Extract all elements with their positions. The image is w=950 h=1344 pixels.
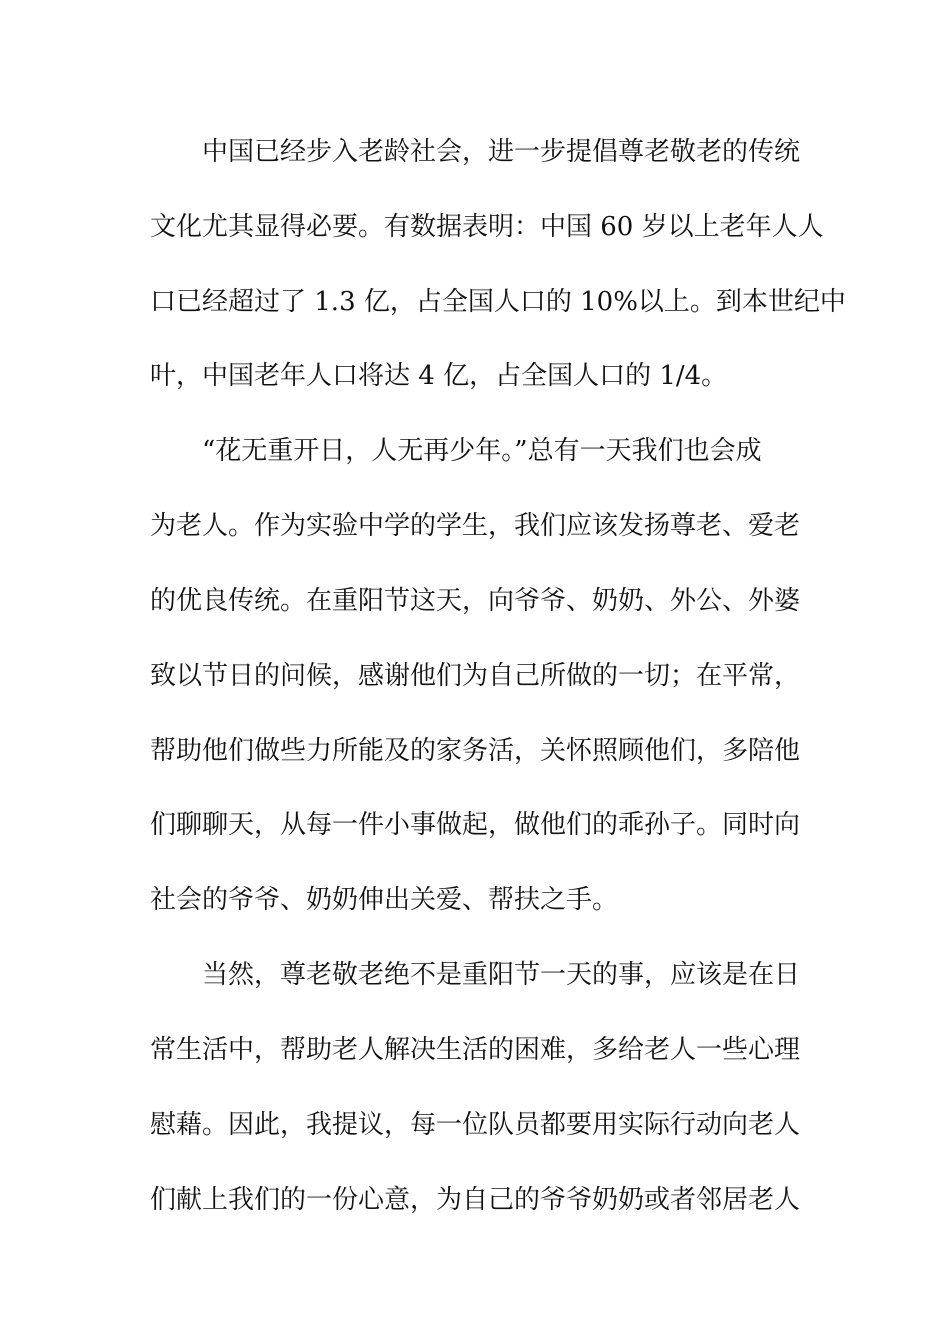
text-line: 口已经超过了 1.3 亿，占全国人口的 10%以上。到本世纪中 [150, 287, 846, 317]
text-line: 们献上我们的一份心意，为自己的爷爷奶奶或者邻居老人 [150, 1185, 801, 1215]
text-line: 常生活中，帮助老人解决生活的困难，多给老人一些心理 [150, 1035, 801, 1065]
text-line: 慰藉。因此，我提议，每一位队员都要用实际行动向老人 [150, 1110, 801, 1140]
text-line: 当然，尊老敬老绝不是重阳节一天的事，应该是在日 [202, 960, 801, 990]
text-line: 帮助他们做些力所能及的家务活，关怀照顾他们，多陪他 [150, 736, 801, 766]
text-line: 为老人。作为实验中学的学生，我们应该发扬尊老、爱老 [150, 511, 801, 541]
text-line: 致以节日的问候，感谢他们为自己所做的一切；在平常， [150, 661, 801, 691]
text-line: “花无重开日，人无再少年。”总有一天我们也会成 [202, 436, 762, 466]
text-line: 社会的爷爷、奶奶伸出关爱、帮扶之手。 [150, 885, 619, 915]
text-line: 文化尤其显得必要。有数据表明：中国 60 岁以上老年人人 [150, 212, 824, 242]
text-line: 们聊聊天，从每一件小事做起，做他们的乖孙子。同时向 [150, 810, 801, 840]
text-line: 叶，中国老年人口将达 4 亿，占全国人口的 1/4。 [150, 361, 728, 391]
text-line: 中国已经步入老龄社会，进一步提倡尊老敬老的传统 [202, 137, 801, 167]
text-line: 的优良传统。在重阳节这天，向爷爷、奶奶、外公、外婆 [150, 586, 801, 616]
